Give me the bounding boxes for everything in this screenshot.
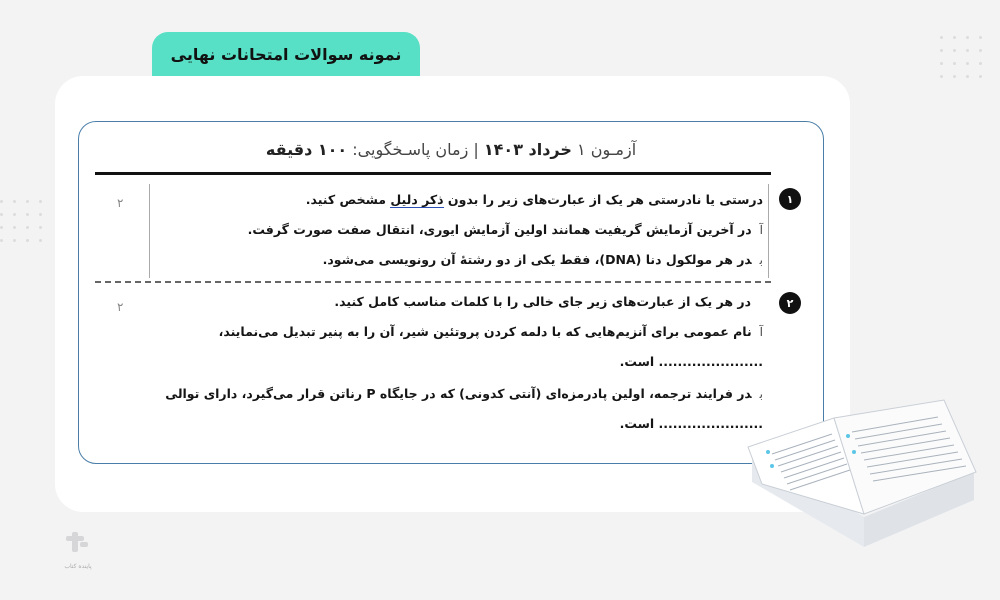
exam-sheet	[78, 121, 824, 464]
item-text: نام عمومی برای آنزیم‌هایی که با دلمه کردن پروتئین شیر، آن را به پنیر تبدیل می‌نمایند،	[218, 324, 752, 339]
exam-header	[79, 140, 823, 166]
prompt-part: مشخص کنید.	[305, 192, 391, 207]
decorative-dots-right	[940, 36, 982, 78]
question-prompt	[306, 192, 763, 207]
question-item	[165, 386, 763, 401]
question-prompt: در هر یک از عبارت‌های زیر جای خالی را با کلمات مناسب کامل کنید.	[334, 294, 751, 309]
blank-line: ...................... است.	[619, 416, 763, 431]
question-item	[248, 222, 763, 237]
brand-mark-icon	[58, 530, 98, 556]
blank-line: ...................... است.	[619, 354, 763, 369]
banner-title: نمونه سوالات امتحانات نهایی	[152, 32, 420, 76]
exam-date: خرداد ۱۴۰۳	[483, 140, 572, 159]
question-number: ۲	[779, 292, 801, 314]
open-book-illustration	[742, 392, 982, 562]
item-letter: آ	[759, 325, 763, 339]
item-letter: ب	[759, 253, 763, 267]
prompt-part: درستی یا نادرستی هر یک از عبارت‌های زیر را بدون	[443, 192, 763, 207]
time-label: زمان پاسـخگویی:	[352, 140, 469, 159]
question-score: ۲	[117, 300, 124, 314]
prompt-underlined: ذکر دلیل	[390, 192, 444, 207]
exam-label: آزمـون ۱	[577, 140, 637, 159]
item-text: در فرایند ترجمه، اولین پادرمزه‌ای (آنتی کدونی) که در جایگاه P رناتن قرار می‌گیرد، دارای توالی	[165, 386, 752, 401]
item-text: در هر مولکول دنا (DNA)، فقط یکی از دو رشتهٔ آن رونویسی می‌شود.	[322, 252, 752, 267]
question-divider	[95, 281, 771, 283]
decorative-dots-left	[0, 200, 42, 242]
brand-logo	[58, 530, 98, 570]
column-divider-left	[149, 184, 150, 278]
question-score: ۲	[117, 196, 124, 210]
question-item	[323, 252, 763, 267]
brand-name: پاینده کتاب	[64, 563, 92, 570]
item-letter: ب	[759, 387, 763, 401]
header-rule	[95, 172, 771, 175]
question-number: ۱	[779, 188, 801, 210]
time-value: ۱۰۰ دقیقه	[265, 140, 348, 159]
header-separator: |	[473, 140, 479, 159]
question-item	[219, 324, 763, 339]
column-divider-right	[768, 184, 769, 278]
item-letter: آ	[759, 223, 763, 237]
item-text: در آخرین آزمایش گریفیت همانند اولین آزمایش ایوری، انتقال صفت صورت گرفت.	[247, 222, 752, 237]
